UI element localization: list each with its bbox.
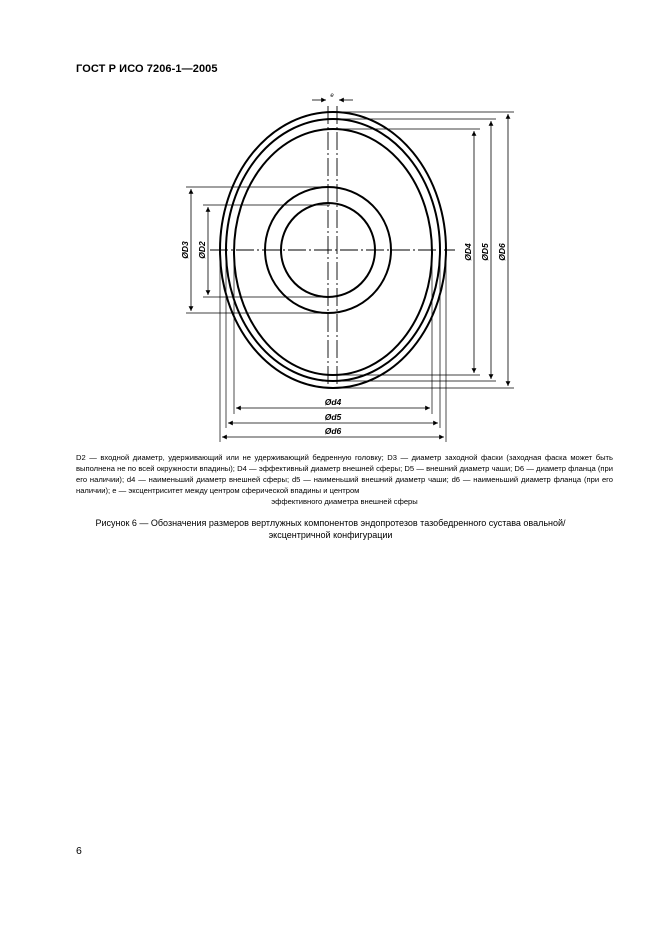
- dimension-D2: [197, 205, 330, 297]
- label-D6: ØD6: [497, 243, 507, 261]
- dimension-D4: [333, 129, 480, 375]
- dimension-d4: [234, 252, 432, 414]
- label-D2: ØD2: [197, 241, 207, 259]
- label-D3: ØD3: [180, 241, 190, 259]
- label-d6: Ød6: [324, 426, 342, 436]
- label-e: e: [330, 93, 334, 99]
- label-d5: Ød5: [324, 412, 342, 422]
- dimension-figure: [0, 0, 661, 450]
- label-D5: ØD5: [480, 243, 490, 261]
- legend-text: D2 — входной диаметр, удерживающий или не удерживающий бедренную головку; D3 — диаметр заходной фаски (заходная фаска может быть выполнена не по всей окружности впадины); D4 — эффективный диаметр внешней сферы; D5 — внешний диаметр чаши; D6 — диаметр фланца (при его наличии); d4 — наименьший диаметр внешней сферы; d5 — наименьший внешний диаметр чаши; d6 — наименьший диаметр фланца (при его наличии); e — эксцентриситет между центром сферической впадины и центром: [76, 453, 613, 495]
- document-header: ГОСТ Р ИСО 7206-1—2005: [76, 63, 218, 75]
- page-number: 6: [76, 845, 82, 857]
- figure-legend: [76, 452, 613, 507]
- label-d4: Ød4: [324, 397, 342, 407]
- legend-text-end: эффективного диаметра внешней сферы: [271, 497, 418, 506]
- figure-caption: Рисунок 6 — Обозначения размеров вертлужных компонентов эндопротезов тазобедренного сустава овальной/эксцентричной конфигурации: [95, 518, 566, 540]
- sphere-outline: [234, 129, 432, 375]
- label-D4: ØD4: [463, 243, 473, 261]
- eccentricity-dimension: [312, 93, 353, 100]
